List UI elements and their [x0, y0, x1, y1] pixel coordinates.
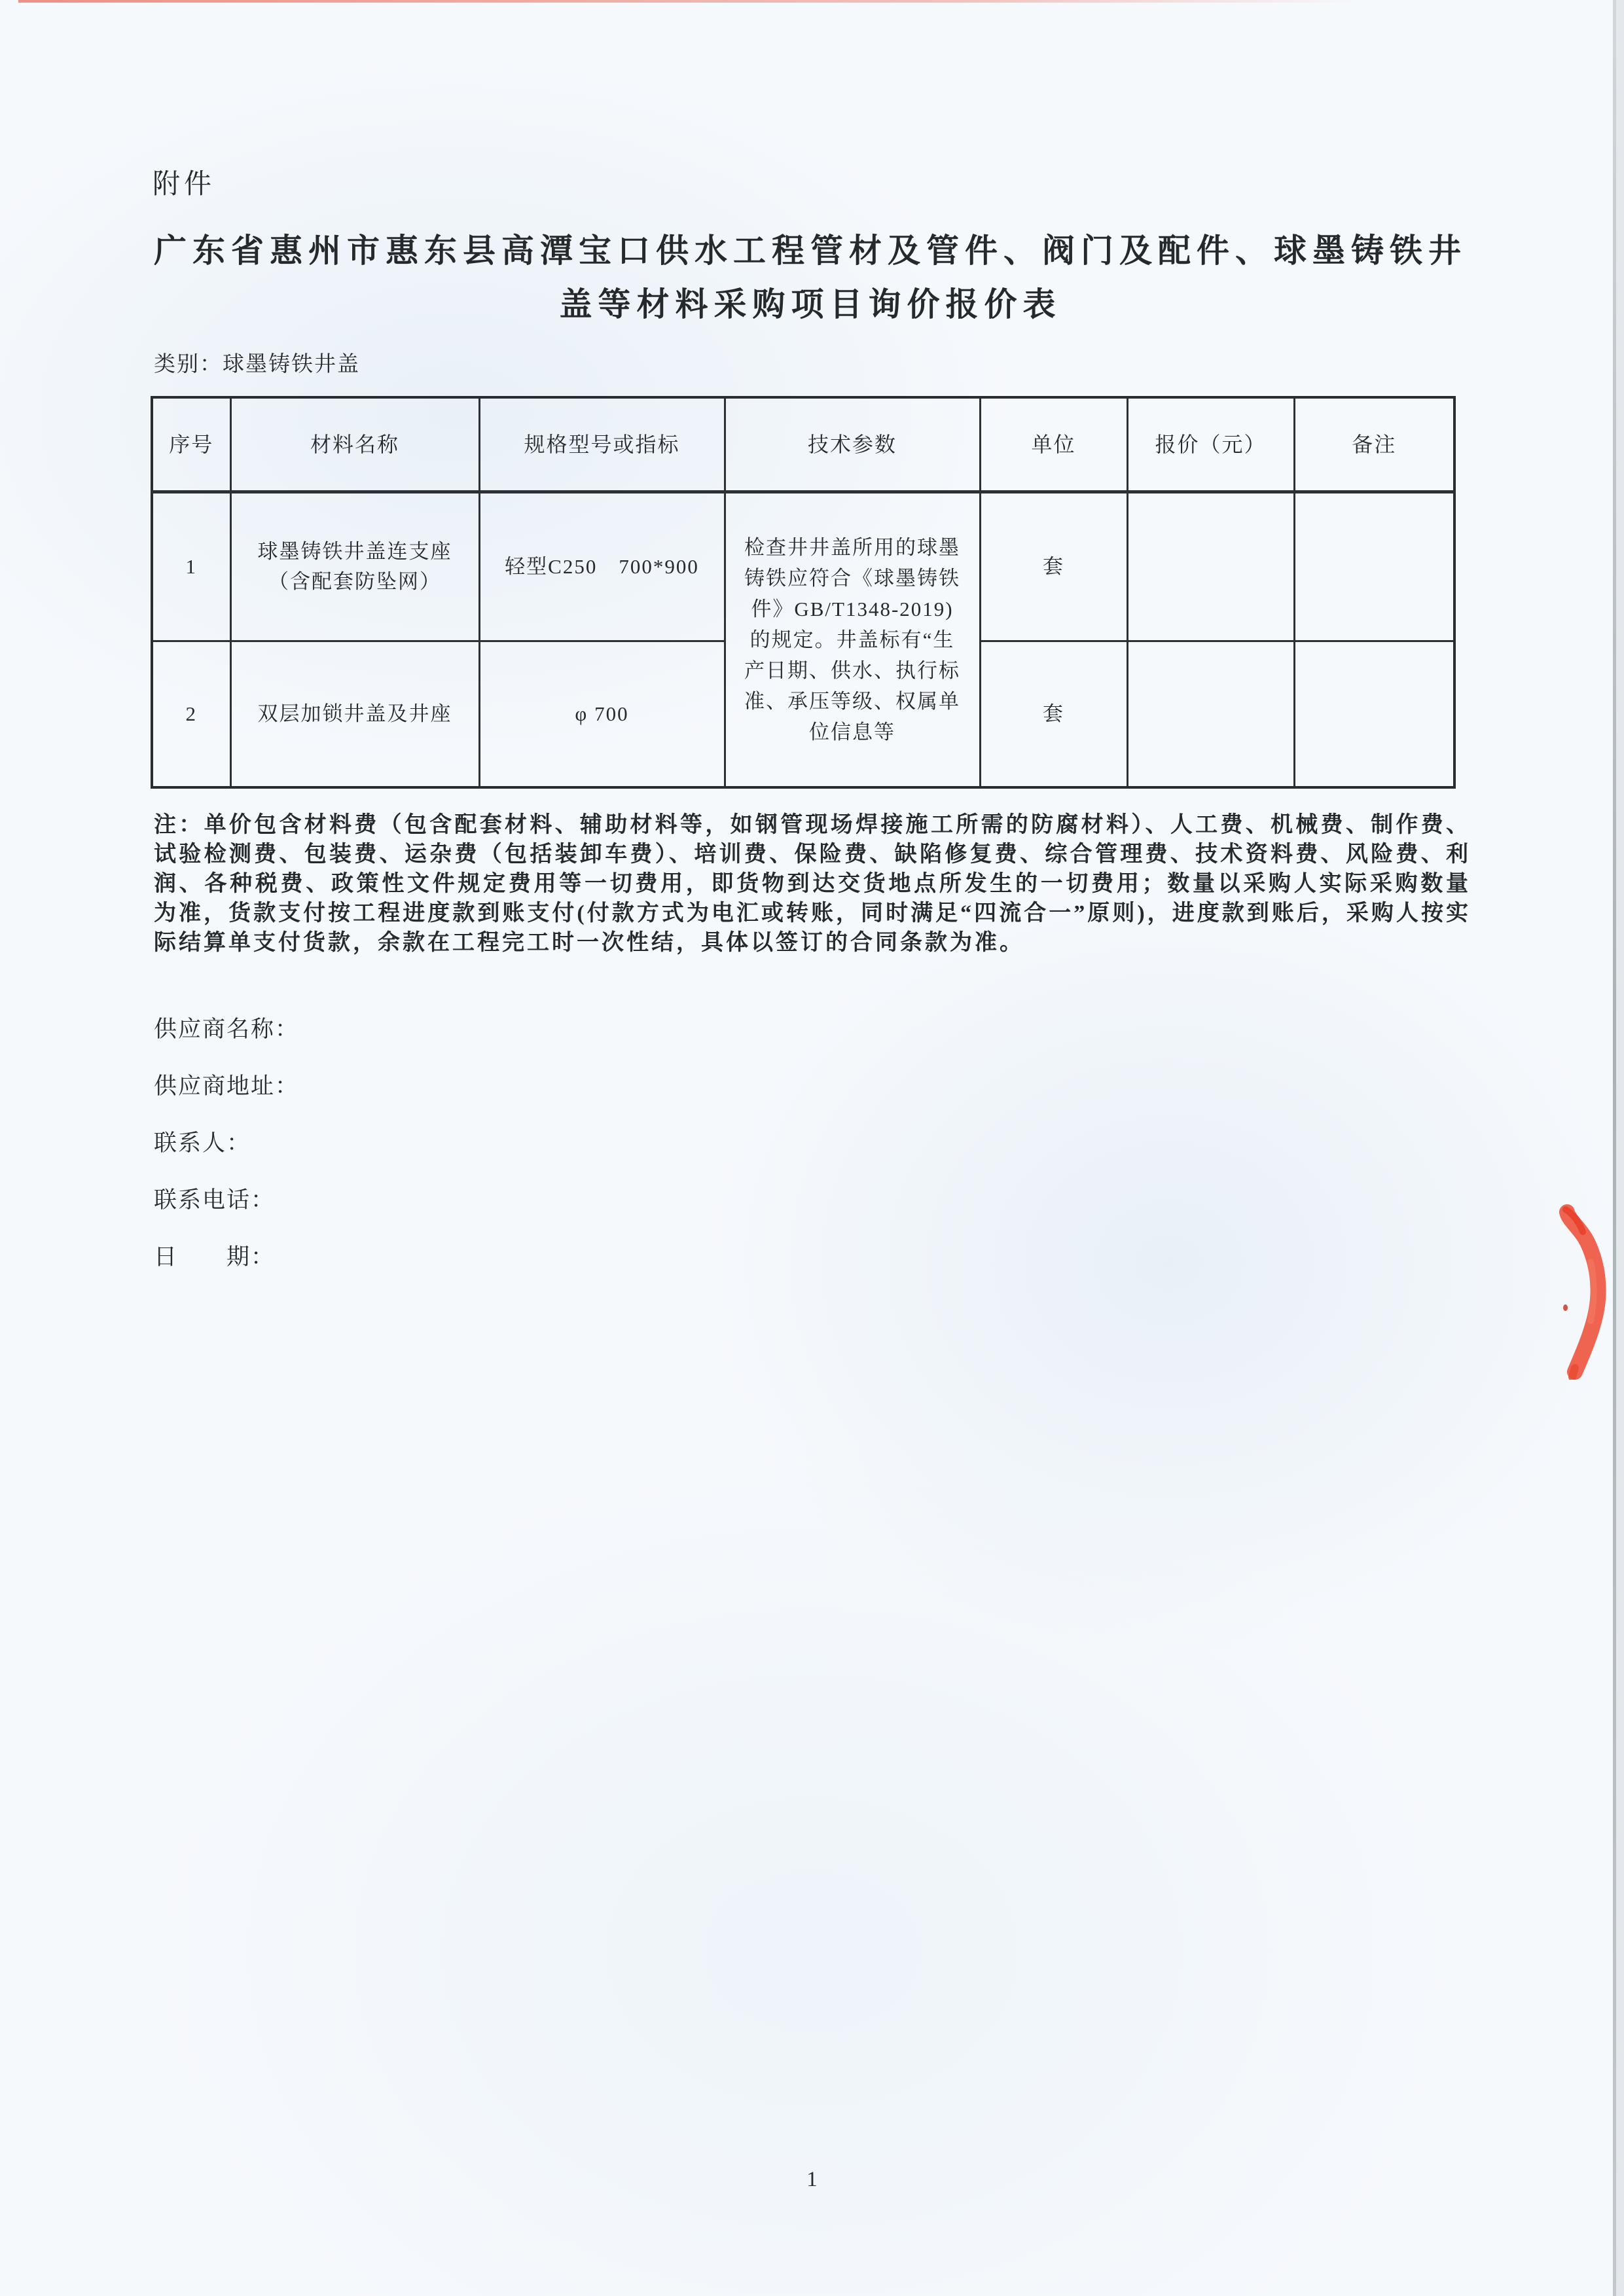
notes-paragraph: 注：单价包含材料费（包含配套材料、辅助材料等，如钢管现场焊接施工所需的防腐材料）、人工费、机械费、制作费、试验检测费、包装费、运杂费（包括装卸车费）、培训费、保险费、缺陷修复费、综合管理费、技术资料费、风险费、利润、各种税费、政策性文件规定费用等一切费用，即货物到达交货地点所发生的一切费用；数量以采购人实际采购数量为准，货款支付按工程进度款到账支付(付款方式为电汇或转账，同时满足“四流合一”原则)，进度款到账后，采购人按实际结算单支付货款，余款在工程完工时一次性结，具体以签订的合同条款为准。: [154, 813, 1471, 955]
cell-seq-2: 2: [152, 641, 230, 788]
contact-person-field: 联系人：: [154, 1130, 251, 1156]
supplier-address-field: 供应商地址：: [154, 1073, 300, 1099]
table-header-row: [152, 397, 1454, 492]
header-unit: 单位: [980, 397, 1127, 492]
table-row: [152, 492, 1454, 641]
header-remark: 备注: [1294, 397, 1454, 492]
category-line: 类别：球墨铸铁井盖: [154, 353, 360, 376]
header-seq: 序号: [152, 397, 230, 492]
contact-phone-field: 联系电话：: [154, 1187, 276, 1213]
cell-remark-1: [1294, 492, 1454, 641]
quotation-table: [151, 396, 1456, 789]
cell-spec-1: 轻型C250 700*900: [479, 492, 725, 641]
red-ink-speck: [1563, 1304, 1568, 1311]
cell-spec-2: φ 700: [479, 641, 725, 788]
attachment-label: 附件: [153, 170, 216, 200]
red-ink-mark: [1553, 1203, 1609, 1380]
page-number: 1: [806, 2168, 818, 2191]
page-edge-highlight: [1616, 0, 1624, 2296]
cell-unit-1: 套: [980, 492, 1127, 641]
supplier-name-field: 供应商名称：: [154, 1016, 300, 1042]
cell-seq-1: 1: [152, 492, 230, 641]
header-tech: 技术参数: [725, 397, 980, 492]
cell-price-2: [1127, 641, 1294, 788]
cell-tech-params-merged: 检查井井盖所用的球墨铸铁应符合《球墨铸铁件》GB/T1348-2019)的规定。井盖标有“生产日期、供水、执行标准、承压等级、权属单位信息等: [725, 492, 980, 788]
header-spec: 规格型号或指标: [479, 397, 725, 492]
scan-artifact-top-red-line: [18, 0, 1367, 3]
date-field: 日 期：: [154, 1244, 276, 1270]
cell-unit-2: 套: [980, 641, 1127, 788]
cell-material-2: 双层加锁井盖及井座: [230, 641, 479, 788]
header-material: 材料名称: [230, 397, 479, 492]
document-title: 广东省惠州市惠东县高潭宝口供水工程管材及管件、阀门及配件、球墨铸铁井盖等材料采购项目询价报价表: [154, 232, 1467, 323]
header-price: 报价（元）: [1127, 397, 1294, 492]
cell-price-1: [1127, 492, 1294, 641]
cell-material-1: 球墨铸铁井盖连支座（含配套防坠网）: [230, 492, 479, 641]
cell-remark-2: [1294, 641, 1454, 788]
